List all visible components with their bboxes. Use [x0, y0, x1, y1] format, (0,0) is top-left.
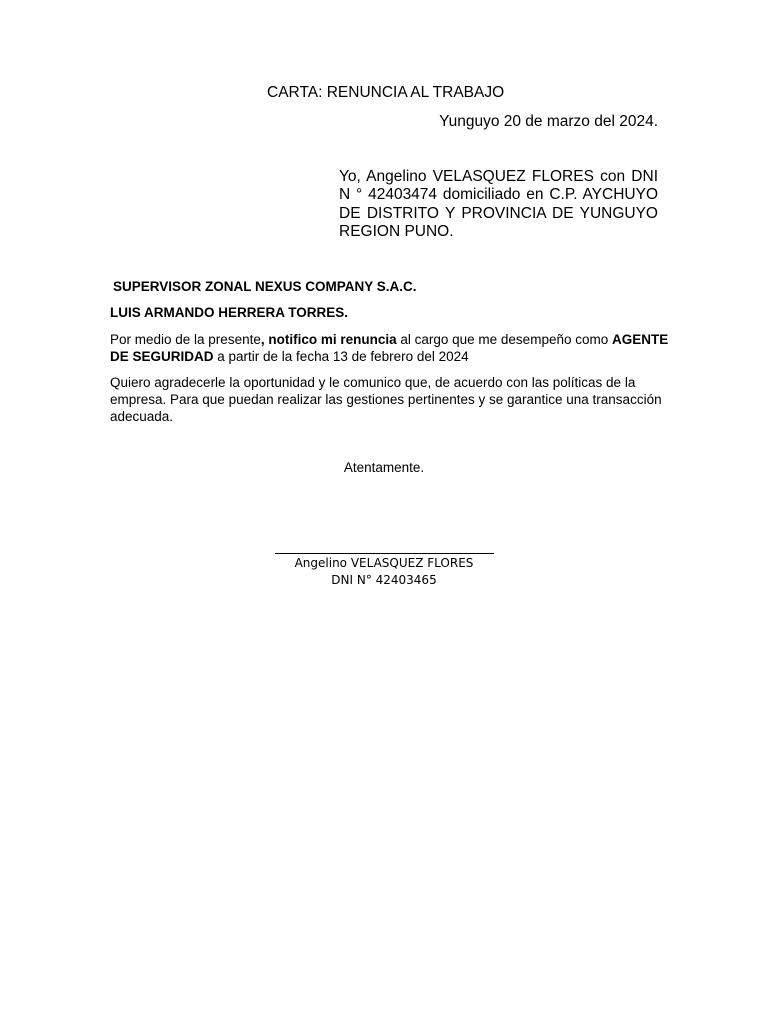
letter-title: CARTA: RENUNCIA AL TRABAJO — [267, 84, 505, 101]
signature-line — [275, 553, 494, 554]
paragraph-text: a partir de la fecha 13 de febrero del 2024 — [213, 349, 469, 364]
signature-dni: DNI N° 42403465 — [331, 573, 437, 587]
closing-salutation: Atentamente. — [343, 460, 425, 475]
paragraph-bold-text: , notifico mi renuncia — [260, 332, 397, 347]
sender-introduction: Yo, Angelino VELASQUEZ FLORES con DNI N ° 42403474 domiciliado en C.P. AYCHUYO DE DISTRITO Y PROVINCIA DE YUNGUYO REGION PUNO. — [339, 168, 658, 240]
job-title: AGENTE DE SEGURIDAD — [110, 332, 669, 364]
recipient-company: SUPERVISOR ZONAL NEXUS COMPANY S.A.C. — [113, 279, 417, 294]
signature-name: Angelino VELASQUEZ FLORES — [294, 556, 474, 570]
resignation-paragraph — [110, 331, 670, 365]
recipient-name: LUIS ARMANDO HERRERA TORRES. — [110, 305, 349, 320]
letter-date: Yunguyo 20 de marzo del 2024. — [439, 113, 658, 130]
gratitude-paragraph: Quiero agradecerle la oportunidad y le comunico que, de acuerdo con las políticas de la empresa. Para que puedan realizar las gestiones pertinentes y se garantice una transacción adecuada. — [110, 375, 662, 424]
paragraph-text: al cargo que me desempeño como — [396, 332, 612, 347]
paragraph-text: Por medio de la presente — [110, 332, 261, 347]
